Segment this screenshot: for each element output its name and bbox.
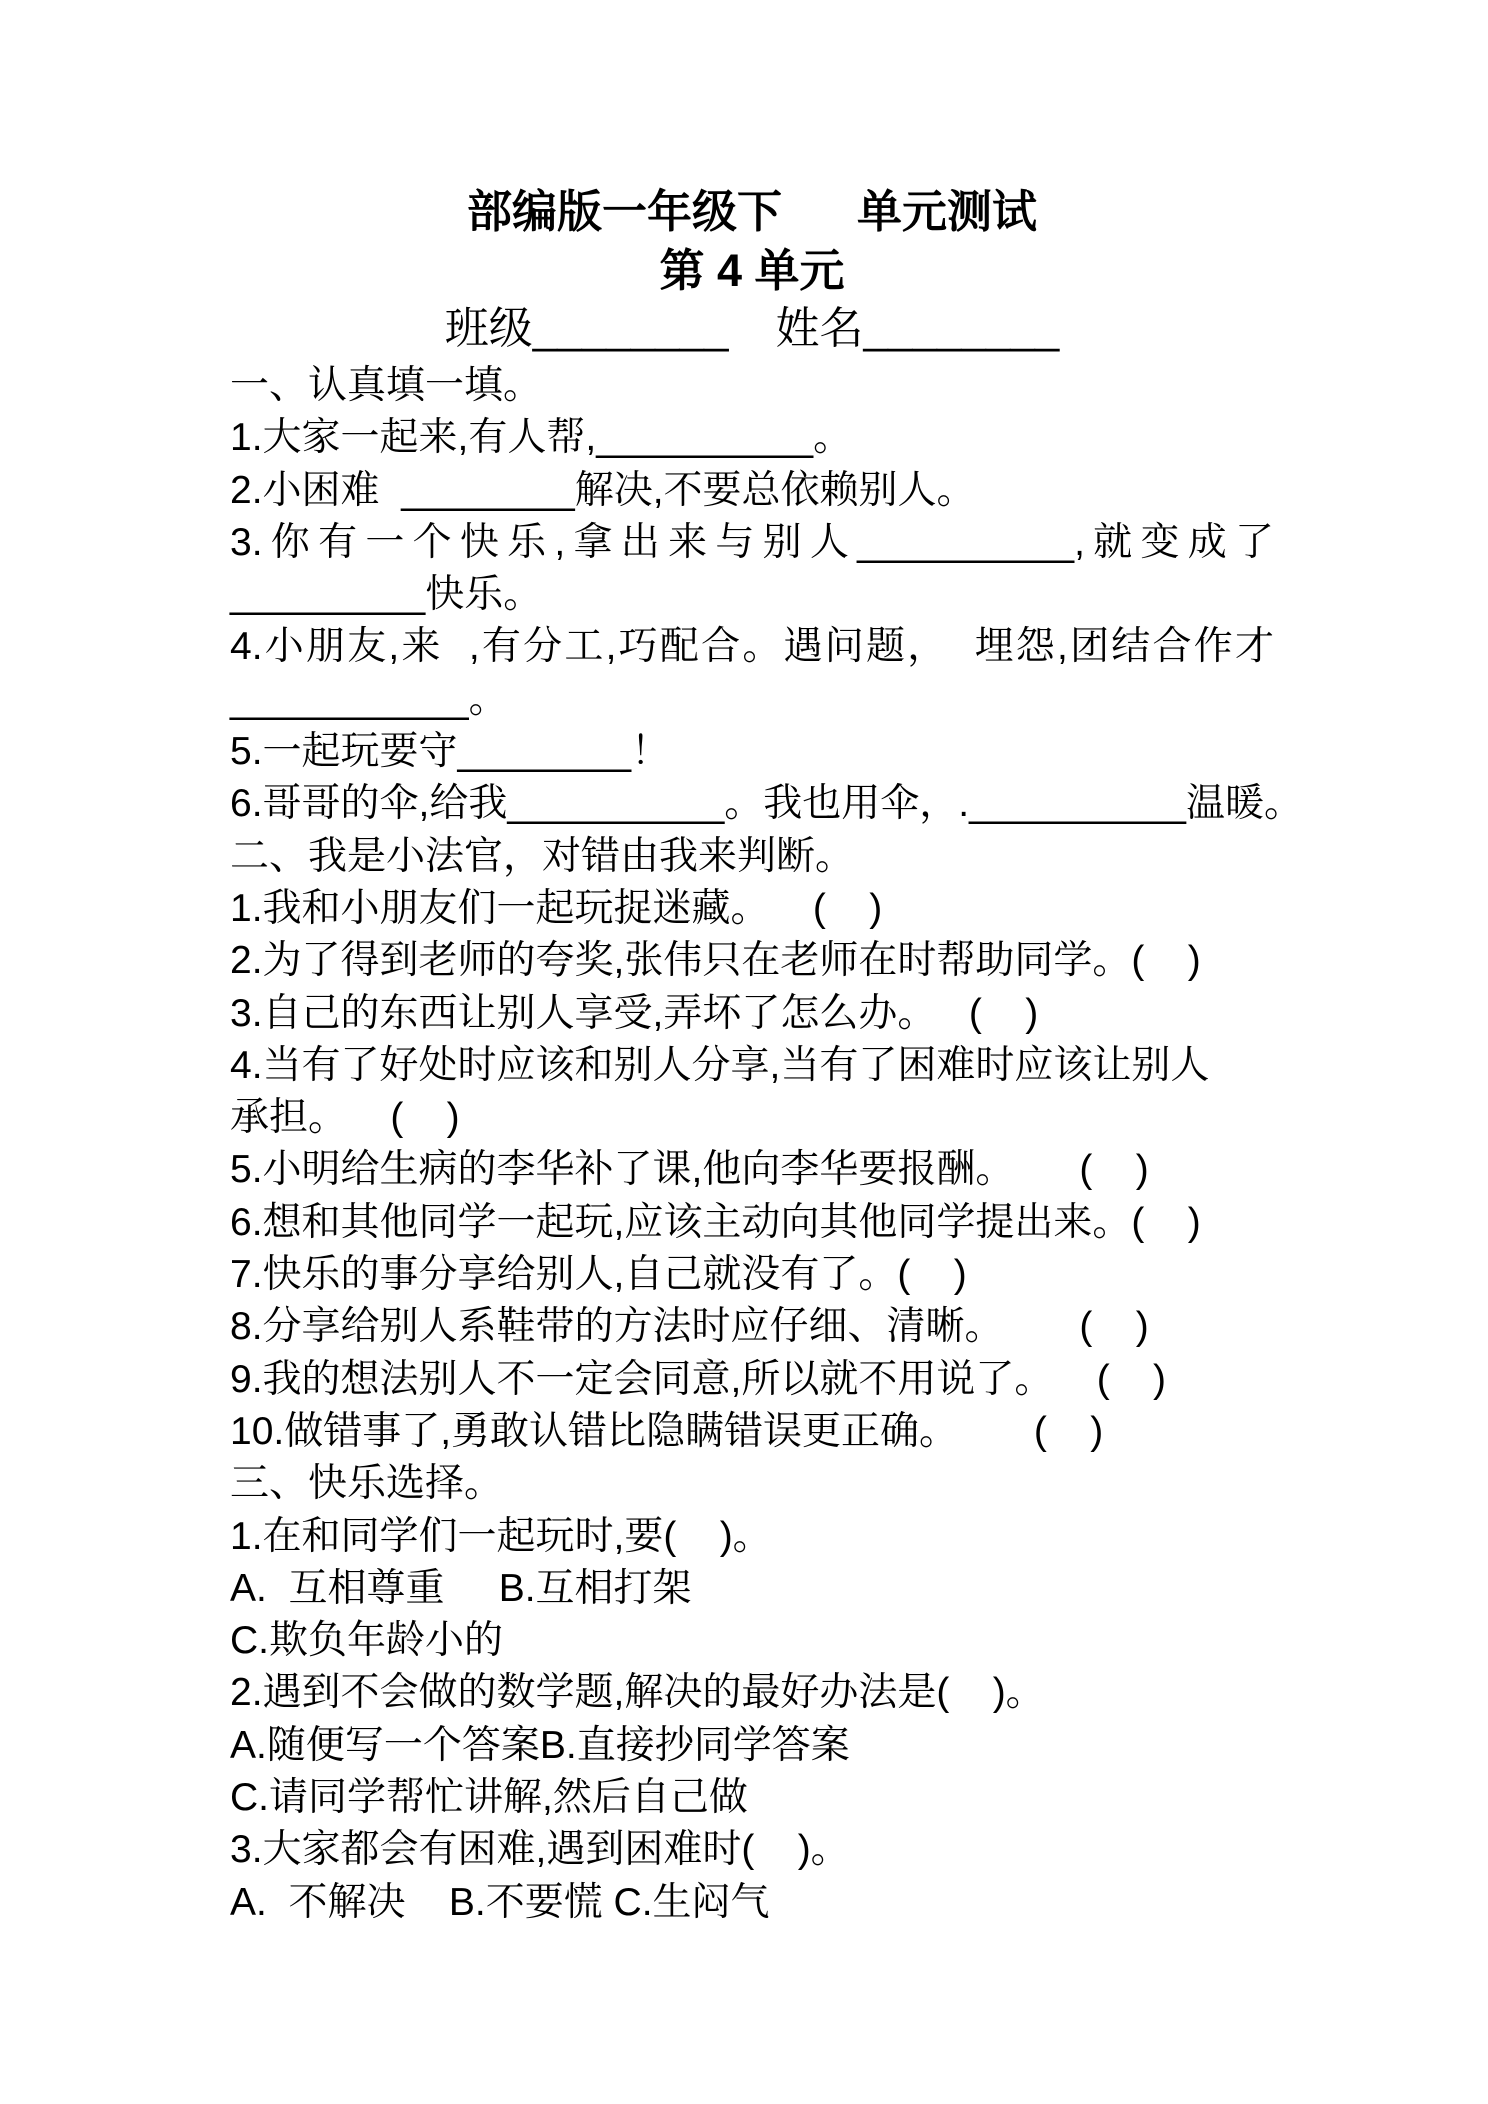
class-field: 班级________ bbox=[444, 304, 729, 353]
judge-question-4-continued: 承担。 ( ) bbox=[230, 1096, 460, 1140]
name-field: 姓名________ bbox=[775, 304, 1060, 353]
fill-in-question-5: 5.一起玩要守________！ bbox=[230, 730, 671, 774]
choice-question-1-options-ab: A. 互相尊重 B.互相打架 bbox=[230, 1566, 692, 1610]
choice-question-1: 1.在和同学们一起玩时,要( )。 bbox=[230, 1514, 772, 1558]
section-multiple-choice bbox=[230, 1458, 1274, 1929]
fill-in-question-1: 1.大家一起来,有人帮,__________。 bbox=[230, 416, 853, 460]
fill-in-question-6: 6.哥哥的伞,给我__________。我也用伞，.__________温暖。 bbox=[230, 782, 1303, 826]
choice-question-2: 2.遇到不会做的数学题,解决的最好办法是( )。 bbox=[230, 1671, 1045, 1715]
choice-question-3: 3.大家都会有困难,遇到困难时( )。 bbox=[230, 1828, 850, 1872]
judge-question-7: 7.快乐的事分享给别人,自己就没有了。( ) bbox=[230, 1253, 967, 1297]
judge-question-5: 5.小明给生病的李华补了课,他向李华要报酬。 ( ) bbox=[230, 1148, 1149, 1192]
fill-in-question-4: 4.小朋友,来 ,有分工,巧配合。遇问题， 埋怨,团结合作才 bbox=[230, 625, 1274, 669]
section-heading-fill-in: 一、认真填一填。 bbox=[230, 364, 543, 407]
judge-question-3: 3.自己的东西让别人享受,弄坏了怎么办。 ( ) bbox=[230, 991, 1039, 1035]
fill-in-question-4-continued: ___________。 bbox=[230, 677, 508, 721]
judge-question-4: 4.当有了好处时应该和别人分享,当有了困难时应该让别人 bbox=[230, 1043, 1210, 1087]
fill-in-question-3: 3.你有一个快乐,拿出来与别人__________,就变成了 bbox=[230, 520, 1274, 564]
choice-question-1-option-c: C.欺负年龄小的 bbox=[230, 1619, 504, 1663]
judge-question-8: 8.分享给别人系鞋带的方法时应仔细、清晰。 ( ) bbox=[230, 1305, 1149, 1349]
choice-question-3-options: A. 不解决 B.不要慌 C.生闷气 bbox=[230, 1880, 770, 1924]
fill-in-question-2: 2.小困难 ________解决,不要总依赖别人。 bbox=[230, 468, 976, 512]
choice-question-2-options-ab: A.随便写一个答案B.直接抄同学答案 bbox=[230, 1723, 850, 1767]
section-heading-true-false: 二、我是小法官，对错由我来判断。 bbox=[230, 834, 855, 878]
judge-question-1: 1.我和小朋友们一起玩捉迷藏。 ( ) bbox=[230, 886, 883, 930]
unit-title: 第 4 单元 bbox=[659, 245, 845, 296]
judge-question-6: 6.想和其他同学一起玩,应该主动向其他同学提出来。( ) bbox=[230, 1200, 1201, 1244]
section-heading-multiple-choice: 三、快乐选择。 bbox=[230, 1462, 504, 1506]
section-fill-in bbox=[230, 360, 1303, 831]
judge-question-9: 9.我的想法别人不一定会同意,所以就不用说了。 ( ) bbox=[230, 1357, 1167, 1401]
section-true-false bbox=[230, 831, 1274, 1459]
worksheet-body bbox=[230, 360, 1303, 1929]
judge-question-2: 2.为了得到老师的夸奖,张伟只在老师在时帮助同学。( ) bbox=[230, 939, 1201, 983]
judge-question-10: 10.做错事了,勇敢认错比隐瞒错误更正确。 ( ) bbox=[230, 1409, 1104, 1453]
worksheet-title: 部编版一年级下 单元测试 bbox=[466, 186, 1037, 237]
student-info-row bbox=[230, 299, 1274, 359]
choice-question-2-option-c: C.请同学帮忙讲解,然后自己做 bbox=[230, 1776, 748, 1820]
fill-in-question-3-continued: _________快乐。 bbox=[230, 573, 543, 617]
